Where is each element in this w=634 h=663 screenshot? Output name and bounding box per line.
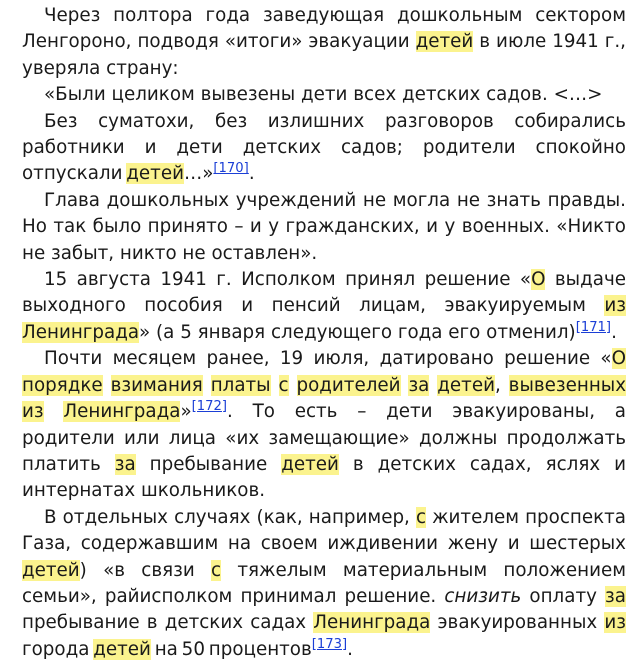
text-run: 15 августа 1941 г. Исполком принял решение « — [44, 269, 532, 291]
text-run: ) «в связи — [79, 559, 212, 581]
search-highlight: детей — [22, 559, 80, 581]
search-highlight: Ленинграда — [63, 401, 181, 423]
text-run: Глава дошкольных учреждений не могла не знать правды. Но так было принято – и у гражданских, и у военных. «Никто не забыт, никто не оставлен». — [22, 189, 626, 264]
text-run: Через полтора года заведующая дошкольным сектором Ленгороно, подводя «итоги» эвакуации — [22, 5, 626, 53]
paragraph — [22, 346, 626, 504]
search-highlight: с — [278, 374, 289, 396]
text-run: . — [248, 163, 255, 185]
search-highlight: из — [22, 401, 44, 423]
text-run: . — [611, 321, 617, 343]
search-highlight: Ленинграда — [313, 612, 431, 634]
search-highlight: детей — [126, 163, 184, 185]
search-highlight: Ленинграда — [22, 321, 140, 343]
text-run: пребывание — [135, 453, 282, 475]
text-run: Без суматохи, без излишних разговоров собирались работники и дети детских садов; родители спокойно отпускали — [22, 110, 626, 185]
text-run: » — [180, 401, 192, 423]
text-run — [44, 401, 64, 422]
text-run: тяжелым материальным положением семьи», райисполком принимал решение. — [22, 559, 626, 607]
search-highlight: детей — [437, 374, 495, 396]
search-highlight: О — [531, 269, 546, 291]
search-highlight: О — [611, 348, 626, 370]
search-highlight: взимания — [110, 374, 203, 396]
text-run: эвакуированных — [430, 612, 605, 634]
text-run — [103, 375, 111, 396]
search-highlight: за — [114, 453, 136, 475]
search-highlight: детей — [415, 31, 474, 53]
text-run: в детских садах, яслях и интернатах школьников. — [22, 453, 626, 502]
footnote-link[interactable]: [170] — [213, 161, 249, 177]
search-highlight: с — [211, 559, 222, 581]
search-highlight: платы — [210, 374, 271, 396]
search-highlight: детей — [93, 638, 151, 660]
footnote-link[interactable]: [172] — [191, 399, 228, 414]
text-run: оплату — [521, 585, 606, 607]
search-highlight: из — [604, 612, 626, 634]
paragraph — [22, 188, 626, 267]
search-highlight: за — [605, 585, 626, 607]
text-run — [203, 375, 211, 396]
text-run: «Были целиком вывезены дети всех детских садов. <…> — [44, 84, 603, 106]
italic-text: снизить — [444, 585, 522, 607]
text-run — [271, 375, 279, 396]
text-run: » (а 5 января следующего года его отменил) — [139, 321, 576, 343]
text-run: пребывание в детских садах — [22, 612, 314, 634]
paragraph — [22, 267, 626, 346]
text-run: выдаче выходного пособия и пенсий лицам, эвакуируемым — [22, 269, 626, 317]
text-run: , — [494, 374, 509, 396]
text-run: . — [347, 638, 353, 660]
search-highlight: за — [408, 374, 430, 396]
search-highlight: детей — [281, 453, 339, 475]
footnote-link[interactable]: [171] — [575, 319, 612, 335]
paragraph — [22, 109, 626, 188]
search-highlight: из — [604, 295, 626, 317]
text-run: в июле 1941 г., уверяла страну: — [22, 31, 626, 79]
paragraph — [22, 3, 626, 82]
search-highlight: порядке — [22, 374, 103, 396]
footnote-link[interactable]: [173] — [311, 636, 348, 652]
search-highlight: вывезенных — [508, 374, 627, 396]
search-highlight: с — [415, 506, 426, 528]
paragraph — [22, 82, 626, 108]
text-run: жителем проспекта Газа, содержавшим на своем иждивении жену и шестерых — [22, 506, 626, 555]
search-highlight: родителей — [296, 374, 401, 396]
text-run: …» — [183, 163, 214, 185]
text-run — [289, 375, 297, 396]
text-run: В отдельных случаях (как, например, — [44, 506, 416, 528]
text-run: города — [22, 638, 94, 660]
text-run: . То есть – дети эвакуированы, а родители или лица «их замещающие» должны продолжать платить — [22, 401, 627, 475]
text-run: Почти месяцем ранее, 19 июля, датировано решение « — [44, 348, 612, 370]
paragraph — [22, 505, 626, 663]
text-run: на 50 процентов — [150, 638, 312, 660]
